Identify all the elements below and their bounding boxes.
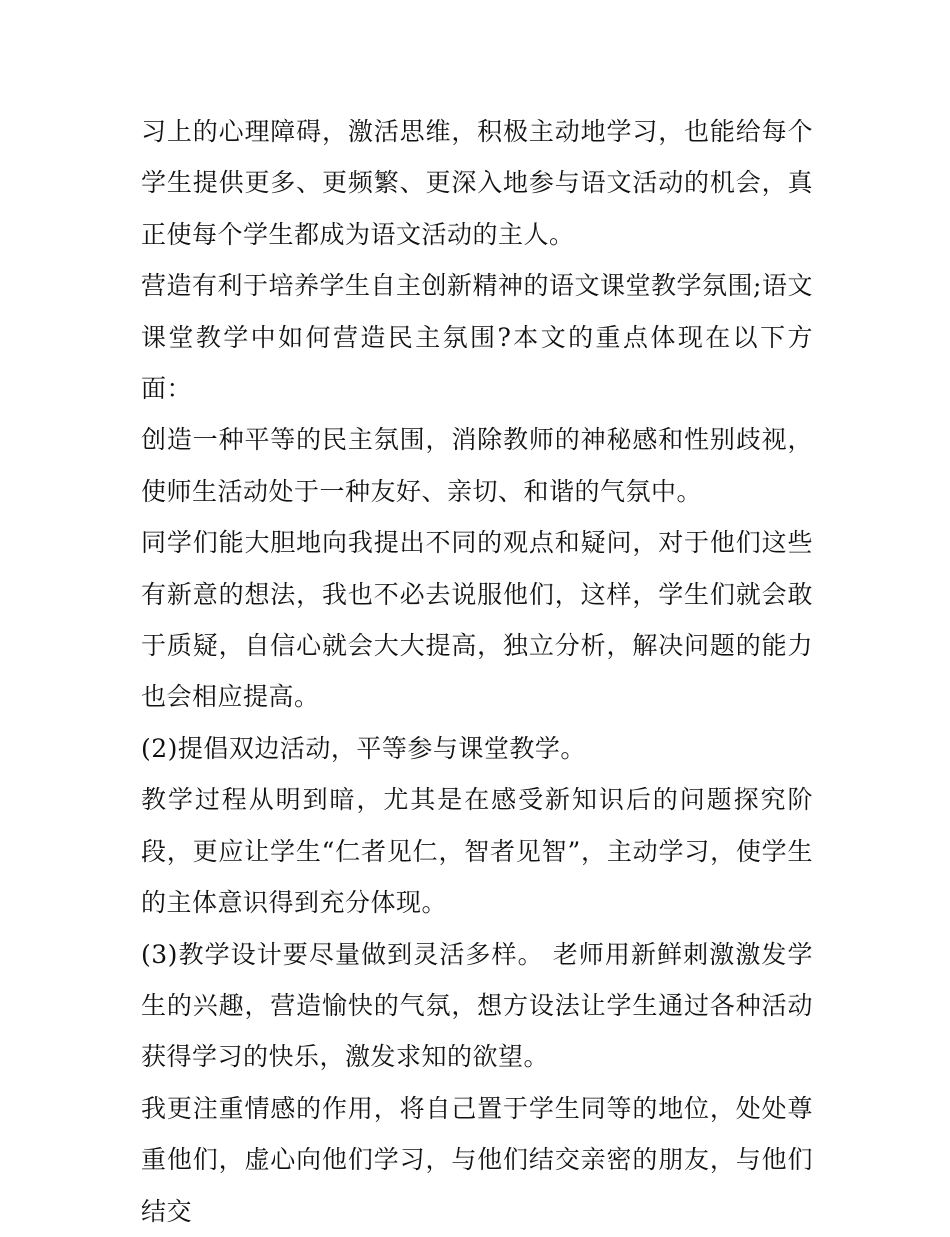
paragraph-7: (3)教学设计要尽量做到灵活多样。 老师用新鲜刺激激发学生的兴趣，营造愉快的气氛，想方设法让学生通过各种活动获得学习的快乐，激发求知的欲望。 — [141, 939, 813, 1072]
document-body — [141, 106, 813, 1237]
paragraph-4: 同学们能大胆地向我提出不同的观点和疑问，对于他们这些有新意的想法，我也不必去说服他们，这样，学生们就会敢于质疑，自信心就会大大提高，独立分析，解决问题的能力也会相应提高。 — [141, 528, 813, 712]
paragraph-2: 营造有利于培养学生自主创新精神的语文课堂教学氛围;语文课堂教学中如何营造民主氛围?本文的重点体现在以下方面： — [141, 271, 813, 404]
paragraph-6: 教学过程从明到暗，尤其是在感受新知识后的问题探究阶段，更应让学生“仁者见仁，智者见智”，主动学习，使学生的主体意识得到充分体现。 — [141, 785, 813, 918]
paragraph-3: 创造一种平等的民主氛围，消除教师的神秘感和性别歧视，使师生活动处于一种友好、亲切、和谐的气氛中。 — [141, 425, 813, 506]
paragraph-5: (2)提倡双边活动，平等参与课堂教学。 — [141, 733, 586, 763]
paragraph-8: 我更注重情感的作用，将自己置于学生同等的地位，处处尊重他们，虚心向他们学习，与他们结交亲密的朋友，与他们结交 — [141, 1093, 813, 1226]
paragraph-1: 习上的心理障碍，激活思维，积极主动地学习，也能给每个学生提供更多、更频繁、更深入地参与语文活动的机会，真正使每个学生都成为语文活动的主人。 — [141, 117, 813, 249]
